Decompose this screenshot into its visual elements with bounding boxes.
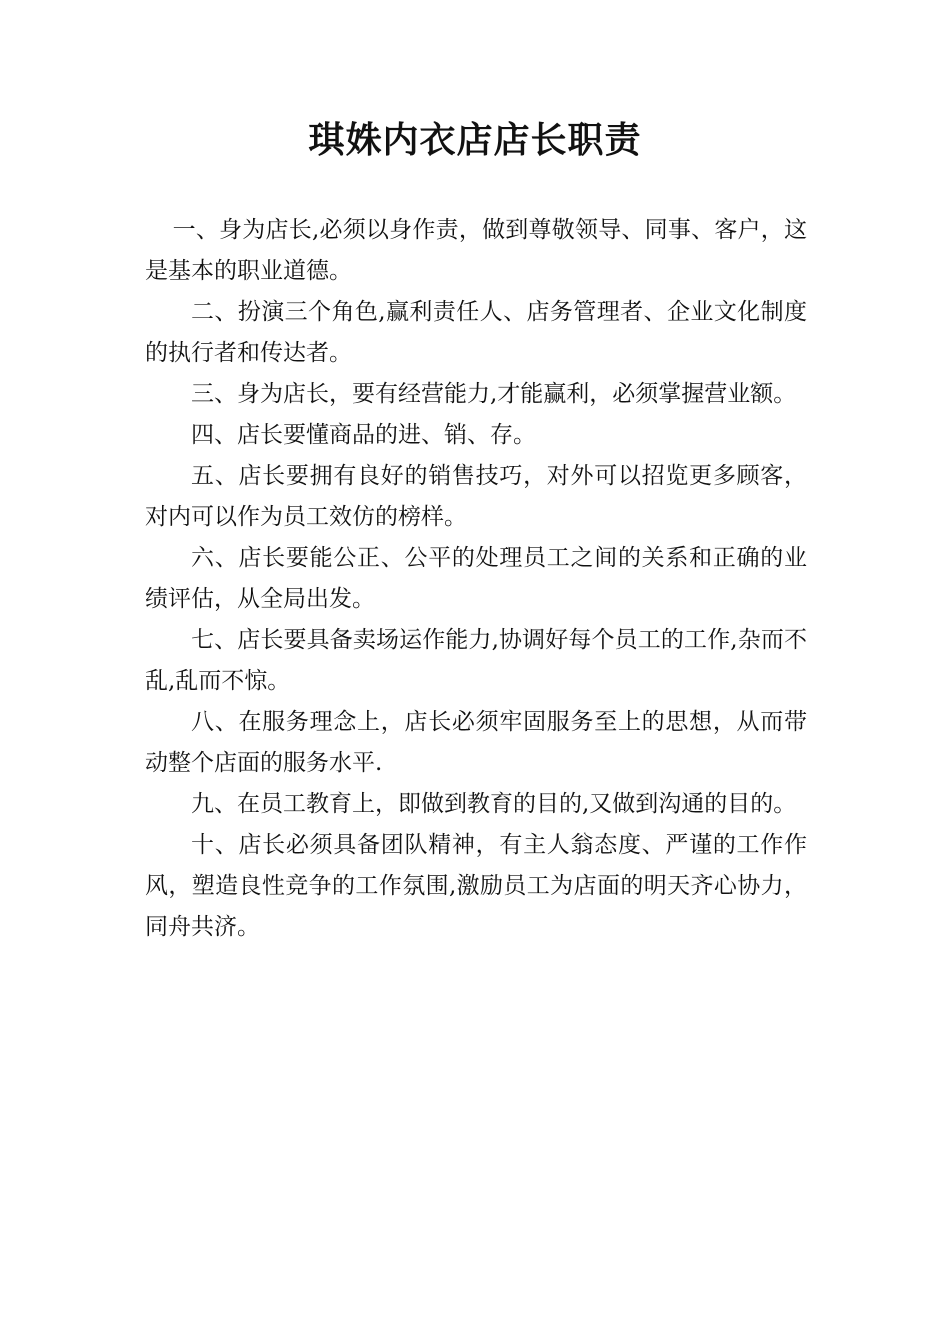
paragraph-10: 十、店长必须具备团队精神，有主人翁态度、严谨的工作作风，塑造良性竞争的工作氛围,激励员工为店面的明天齐心协力，同舟共济。	[145, 832, 807, 940]
paragraph-9: 九、在员工教育上，即做到教育的目的,又做到沟通的目的。	[191, 791, 797, 817]
paragraph-6: 六、店长要能公正、公平的处理员工之间的关系和正确的业绩评估，从全局出发。	[145, 545, 807, 612]
paragraph-2: 二、扮演三个角色,赢利责任人、店务管理者、企业文化制度的执行者和传达者。	[145, 299, 807, 366]
paragraph-7: 七、店长要具备卖场运作能力,协调好每个员工的工作,杂而不乱,乱而不惊。	[145, 627, 807, 694]
paragraph-4: 四、店长要懂商品的进、销、存。	[191, 422, 536, 448]
paragraph-1: 一、身为店长,必须以身作责，做到尊敬领导、同事、客户，这是基本的职业道德。	[145, 217, 807, 284]
paragraph-8: 八、在服务理念上，店长必须牢固服务至上的思想，从而带动整个店面的服务水平.	[145, 709, 807, 776]
paragraph-5: 五、店长要拥有良好的销售技巧，对外可以招览更多顾客，对内可以作为员工效仿的榜样。	[145, 463, 807, 530]
document-title: 琪姝内衣店店长职责	[308, 119, 642, 161]
document-body	[145, 210, 807, 948]
paragraph-3: 三、身为店长，要有经营能力,才能赢利，必须掌握营业额。	[191, 381, 797, 407]
